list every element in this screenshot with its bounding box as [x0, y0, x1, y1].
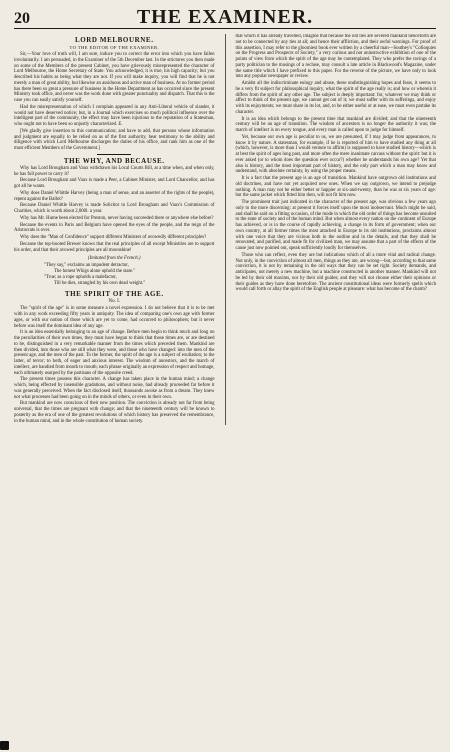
article-number: No. I. — [108, 299, 121, 305]
corner-marker-icon — [0, 741, 9, 750]
paragraph: The "spirit of the age" is in some measure a novel expression. I do not believe that it is to be met with in any work exceeding fifty years in antiquity. The idea of comparing one's own age with former ages, or with our notion of those which are yet to come, had occurred to philosophers; but it never before was itself the dominant idea of any age. — [14, 306, 215, 329]
paragraph: [We gladly give insertion to this communication; and have to add, that persons whose information and judgment are equally to be relied on as of the first authority, bear testimony to the ability and diligence with which Lord Melbourne discharges the duties of his office, and rank him as one of the most efficient Members of the Government.] — [14, 128, 215, 151]
paragraph: Why does the "Man of Confidence" support different Ministers of avowedly different principles? — [20, 235, 207, 240]
paragraph: It is an idea essentially belonging to an age of change. Before men begin to think much and long on the peculiarities of their own times, they must have begun to think that those times are, or are destined to be, distinguished in a very remarkable manner from the times which preceded them. Mankind are then divided, into those who are still what they were, and those who have changed: into the men of the present age, and the men of the past. To the former, the spirit of the age is a subject of exultation; to the latter, of terror; to both, of eager and anxious interest. The wisdom of ancestors, and the march of intellect, are bandied from mouth to mouth; each phrase originally an expression of respect and homage, each ultimately usurped by the partisans of the opposite creed. — [14, 330, 215, 376]
article-title-why-because: THE WHY, AND BECAUSE. — [63, 156, 165, 165]
column-divider — [225, 34, 226, 425]
article-title-spirit-of-age: THE SPIRIT OF THE AGE. — [64, 290, 164, 299]
page-number: 20 — [14, 10, 30, 27]
page-header — [14, 6, 436, 29]
poem-line: "They say," exclaims an impudent detractor, — [44, 263, 129, 269]
paragraph: Yet, because our own age is peculiar to us, we are presumed, if I may judge from appearances, to know it by nature. A statesman, for example, if he is reported of him to have studied any thing at all (which, however, is more than I would venture to affirm) is supposed to have studied history—which is at best the spirit of ages long past, and more often the mere inanimate carcass without the spirit: but it is ever asked (or to whom does the question ever occur?) whether he understands his own age? Yet that also is history, and the most important part of history, and the only part which a man may know and understand, with absolute certainty, by using the proper means. — [235, 134, 436, 175]
poem-line: Till he dies, strangled by his own dead weight." — [54, 281, 146, 287]
left-column — [14, 34, 215, 425]
columns — [14, 34, 436, 425]
paragraph: It is an idea which belongs to the present time that mankind are divided; and that the nineteenth century will be an age of transition. The wisdom of ancestors is no longer the authority it was; the march of intellect is on every tongue, and every man is called upon to judge for himself. — [235, 116, 436, 133]
paragraph: Why has Mr. Hume been elected for Preston, never having succeeded there or anywhere else before? — [20, 215, 214, 221]
paragraph: Why has Lord Brougham and Vaux withdrawn his Local Courts Bill, at a time when, and when only, he has full power to carry it? — [14, 165, 215, 177]
paragraph: Because the top-booted Brewer knows that the real principles of all except Ministries are to support his order, and that their avowed principles are all moonshine! — [14, 241, 215, 253]
right-column — [235, 34, 436, 425]
paragraph: It is a fact that the present age is an age of transition. Mankind have outgrown old institutions and old doctrines, and have not yet acquired new ones. When we say outgrown, we intend to prejudge nothing. A man may not be either better or happier at six-and-twenty, than he was at six years of age: but the same jacket which fitted him then, will not fit him now. — [235, 176, 436, 199]
poem — [14, 256, 215, 287]
paragraph: Because the events in Paris and Belgium have opened the eyes of the people, and the reign of the Aristocrats is over. — [14, 222, 215, 234]
paragraph: Amidst all the indiscriminate eulogy and abuse, these undistinguishing hopes and fears, it seems to be a very fit subject for philosophical inquiry, what the spirit of the age really is; and how or wherein it differs from the spirit of any other age. The subject is deeply important: for, whatever we may think or affect to think of the present age, we cannot get out of it; we must suffer with its sufferings, and enjoy with its enjoyments; we must share in its lot, and, to be either useful or at ease, we must even partake its character. — [235, 81, 436, 115]
paragraph: Why does Daniel Whittle Harvey (being a man of sense, and an asserter of the rights of the people), repent against the Ballot? — [14, 190, 215, 202]
paragraph: But mankind are now conscious of their new position. The conviction is already not far from being universal, that the times are pregnant with change; and that the nineteenth century will be known to posterity as the era of one of the greatest revolutions of which history has preserved the remembrance, in the human mind, and in the whole constitution of human society. — [14, 401, 215, 424]
article-title-melbourne: LORD MELBOURNE. — [74, 36, 154, 44]
paragraph: Because Daniel Whittle Harvey is made Solicitor to Lord Brougham and Vaux's Commission of Charities, which is worth about 2,000l. a year. — [14, 203, 215, 214]
poem-line: The honest Whigs alone uphold the state." — [54, 269, 136, 275]
paragraph: Sir,—Your love of truth will, I am sure, induce you to correct the error into which you have fallen involuntarily. I am persuaded, in the Examiner of the 5th December last. In the strictures you then made on some of the Members of the present Cabinet, you have grievously misrepresented the character of Lord Melbourne, the Home Secretary of State. You acknowledged, it is true, his high capacity; but you described his habits as being what they are not. If you will make inquiry, you will find that he is not merely a man of great ability, but likewise an assiduous and active man of business. At no former period has there been so great a pressure of business in the Home Department as has occurred since the present Ministry took office, and never was the work done with greater punctuality and dispatch. That this is the case you can easily satisfy yourself. — [14, 52, 215, 103]
poem-line: "True; as a rope upholds a malefactor, — [44, 275, 117, 281]
masthead: THE EXAMINER. — [136, 6, 314, 28]
paragraph: Because Lord Brougham and Vaux is made a Peer, a Cabinet Minister, and Lord Chancellor, and has got all he wants. — [14, 178, 215, 189]
paragraph: Had the misrepresentation of which I complain appeared in any Anti-Liberal vehicle of slander, it would not have deserved notice; but, in a Journal which exercises so much political influence over the intelligent part of the community, the effect may have been injurious to the reputation of a Statesman, who ought not to have been so unjustly characterized. E. — [14, 104, 215, 127]
paragraph: The prominent trait just indicated in the character of the present age, was obvious a few years ago only to the more discerning: at present it forces itself upon the most inobservant. Much might be said, and shall be said on a fitting occasion, of the mode in which the old order of things has become unsuited to the state of society and of the human mind. But when almost every nation on the continent of Europe has achieved, or is in the course of rapidly achieving, a change in its form of government; when our own country, at all former times the most attached in Europe to its old institutions, proclaims almost with one voice that they are vicious both in the outline and in the details, and that they shall be renovated, and purified, and made fit for civilized man, we may assume that a part of the effects of the cause just now pointed out, speak sufficiently loudly for themselves. — [235, 200, 436, 251]
poem-source: (Imitated from the French.) — [88, 256, 141, 262]
article-subtitle-melbourne: TO THE EDITOR OF THE EXAMINER. — [69, 45, 159, 50]
paragraph: Those who can reflect, even they are but indications which of all a more vital and radical change. Not only, in the conviction of almost all men, things as they are, are wrong—but, according to that same conviction, it is not by remaining in the old ways that they can be set right. Society demands, and anticipates, not merely a new machine, but a machine constructed in another manner. Mankind will not be led by their old maxims, nor by their old guides; and they will not choose either their opinions or their guides as they have done heretofore. The ancient constitutional ideas were formerly spells which would call forth or allay the spirit of the English people at pleasure: what has become of the charm? — [235, 252, 436, 293]
divider-rule — [97, 154, 131, 155]
paragraph: that which it has already travelled, imagine that because the old ties are severed mankind henceforth are not to be connected by any ties at all; and hence their affliction, and their awful warnings. For proof of this assertion, I may refer to the gloomiest book ever written by a cheerful man—Southey's "Colloquies on the Progress and Prospects of Society," a very curious and not uninstructive exhibition of one of the points of view from which the spirit of the age may be contemplated. They who prefer the ravings of a party politician to the musings of a recluse, may consult a late article in Blackwood's Magazine, under the same title which I have prefixed to this paper. For the reverse of the picture, we have only to look into any popular newspaper or review. — [235, 34, 436, 80]
paragraph: The present times possess this character. A change has taken place in the human mind; a change which, being effected by insensible gradations, and without noise, had already proceeded far before it was generally perceived. When the fact disclosed itself, thousands awoke as from a dream. They knew not what processes had been going on in the minds of others, or even in their own. — [14, 377, 215, 400]
